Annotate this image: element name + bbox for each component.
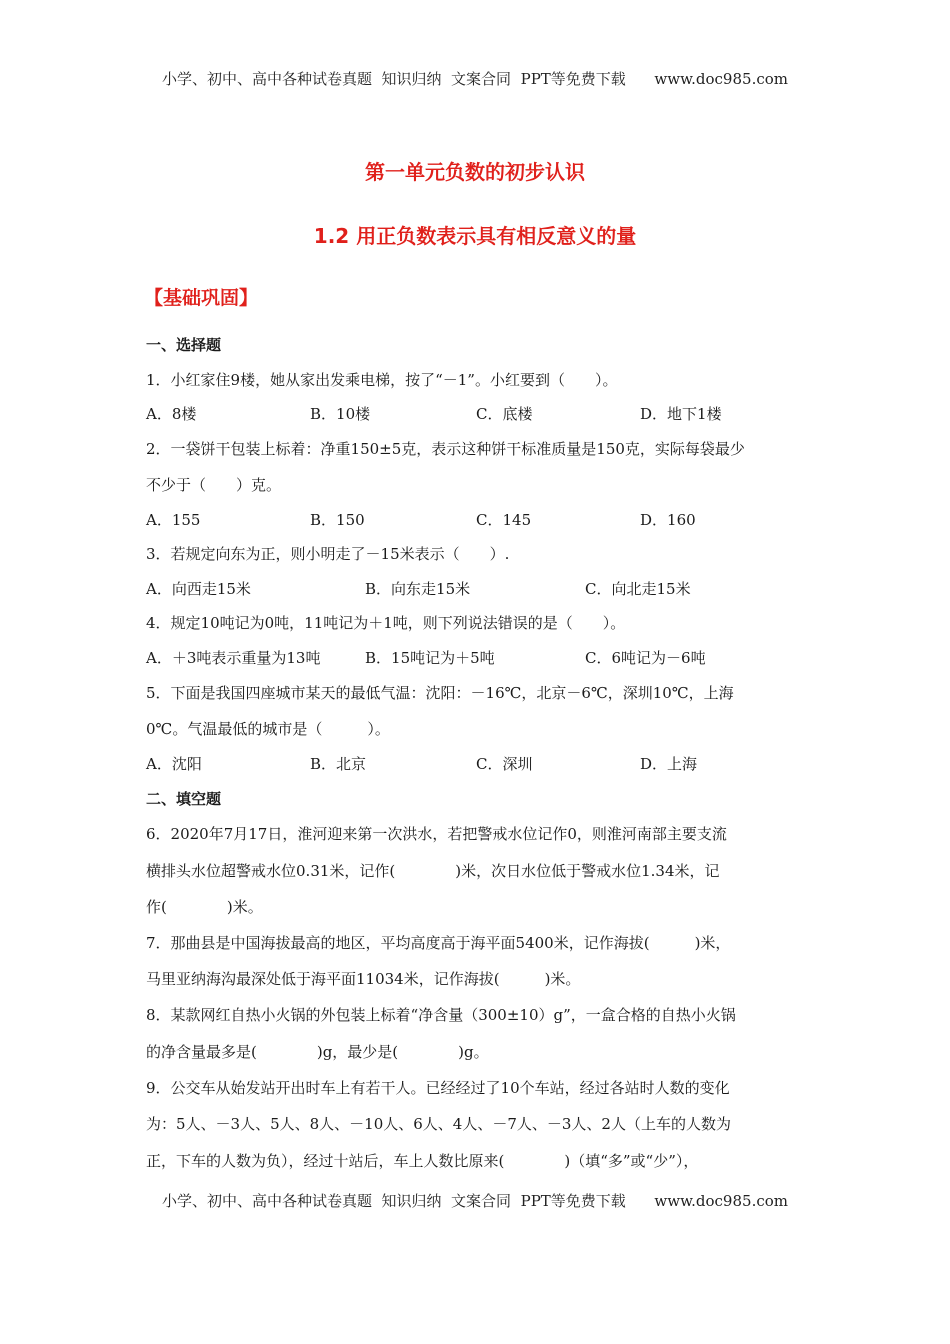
q2-option-c: C．145: [476, 511, 532, 529]
question-6-line-2: 横排头水位超警戒水位0.31米，记作( )米，次日水位低于警戒水位1.34米，记: [146, 862, 720, 880]
question-5-line-1: 5．下面是我国四座城市某天的最低气温：沈阳：－16℃，北京－6℃，深圳10℃，上海: [146, 684, 734, 702]
q2-option-d: D．160: [640, 511, 696, 529]
q5-option-d: D．上海: [640, 755, 698, 773]
q2-option-a: A．155: [146, 511, 201, 529]
q4-option-a: A．＋3吨表示重量为13吨: [146, 649, 321, 667]
lesson-title: 1.2 用正负数表示具有相反意义的量: [313, 224, 637, 248]
question-6-line-3: 作( )米。: [146, 898, 263, 916]
q4-option-c: C．6吨记为－6吨: [585, 649, 706, 667]
question-2-line-2: 不少于（ ）克。: [146, 476, 282, 494]
q3-option-b: B．向东走15米: [365, 580, 471, 598]
q1-option-b: B．10楼: [310, 405, 371, 423]
q5-option-b: B．北京: [310, 755, 367, 773]
question-9-line-1: 9．公交车从始发站开出时车上有若干人。已经经过了10个车站，经过各站时人数的变化: [146, 1079, 730, 1097]
part1-heading: 一、选择题: [146, 336, 222, 354]
question-1: 1．小红家住9楼，她从家出发乘电梯，按了“－1”。小红要到（ ）。: [146, 371, 618, 389]
q1-option-a: A．8楼: [146, 405, 197, 423]
section-tag: 【基础巩固】: [144, 287, 259, 309]
question-6-line-1: 6．2020年7月17日，淮河迎来第一次洪水，若把警戒水位记作0，则淮河南部主要支流: [146, 825, 727, 843]
question-2-line-1: 2．一袋饼干包装上标着：净重150±5克，表示这种饼干标准质量是150克，实际每袋最少: [146, 440, 745, 458]
question-9-line-3: 正，下车的人数为负），经过十站后，车上人数比原来( )（填“多”或“少”），: [146, 1152, 699, 1170]
q1-option-d: D．地下1楼: [640, 405, 722, 423]
question-7-line-1: 7．那曲县是中国海拔最高的地区，平均高度高于海平面5400米，记作海拔( )米，: [146, 934, 731, 952]
unit-title: 第一单元负数的初步认识: [365, 160, 585, 184]
q3-option-c: C．向北走15米: [585, 580, 691, 598]
q5-option-a: A．沈阳: [146, 755, 202, 773]
q3-option-a: A．向西走15米: [146, 580, 251, 598]
question-9-line-2: 为：5人、－3人、5人、8人、－10人、6人、4人、－7人、－3人、2人（上车的人数为: [146, 1115, 731, 1133]
q1-option-c: C．底楼: [476, 405, 533, 423]
question-5-line-2: 0℃。气温最低的城市是（ ）。: [146, 720, 390, 738]
question-3: 3．若规定向东为正，则小明走了－15米表示（ ）.: [146, 545, 510, 563]
q4-option-b: B．15吨记为＋5吨: [365, 649, 495, 667]
question-8-line-2: 的净含量最多是( )g，最少是( )g。: [146, 1043, 489, 1061]
question-7-line-2: 马里亚纳海沟最深处低于海平面11034米，记作海拔( )米。: [146, 970, 581, 988]
page-footer: 小学、初中、高中各种试卷真题 知识归纳 文案合同 PPT等免费下载 www.doc985.com: [161, 1192, 788, 1210]
q2-option-b: B．150: [310, 511, 365, 529]
q5-option-c: C．深圳: [476, 755, 533, 773]
part2-heading: 二、填空题: [146, 790, 222, 808]
page-header: 小学、初中、高中各种试卷真题 知识归纳 文案合同 PPT等免费下载 www.doc985.com: [161, 70, 788, 88]
question-8-line-1: 8．某款网红自热小火锅的外包装上标着“净含量（300±10）g”，一盒合格的自热小火锅: [146, 1006, 736, 1024]
question-4: 4．规定10吨记为0吨，11吨记为＋1吨，则下列说法错误的是（ ）。: [146, 614, 626, 632]
